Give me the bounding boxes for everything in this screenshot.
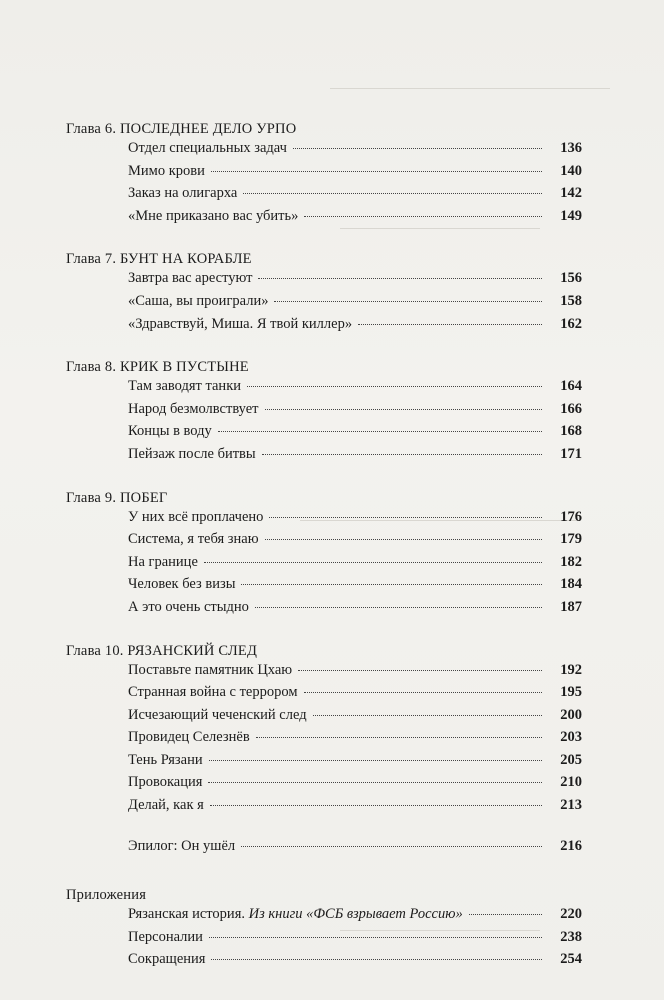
toc-entry — [128, 316, 582, 339]
entry-label: Концы в воду — [128, 423, 212, 440]
leader-dots — [298, 670, 542, 671]
entry-page-number: 192 — [560, 661, 582, 678]
toc-entry — [128, 423, 582, 446]
entry-page-number: 195 — [560, 684, 582, 701]
entry-page-number: 213 — [560, 797, 582, 814]
entry-label: Там заводят танки — [128, 378, 241, 395]
chapter-block — [66, 356, 582, 468]
chapter-block — [66, 248, 582, 338]
chapter-entries — [66, 140, 582, 230]
toc-entry — [128, 446, 582, 469]
leader-dots — [211, 959, 542, 960]
entry-page-number: 164 — [560, 378, 582, 395]
entry-page-number: 182 — [560, 553, 582, 570]
entry-label: Заказ на олигарха — [128, 185, 238, 202]
chapter-block — [66, 487, 582, 622]
entry-label: Поставьте памятник Цхаю — [128, 661, 293, 678]
toc-entry — [128, 554, 582, 577]
leader-dots — [204, 562, 542, 563]
leader-dots — [255, 607, 542, 608]
entry-page-number: 156 — [560, 270, 582, 287]
toc-entry — [128, 906, 582, 929]
leader-dots — [313, 715, 542, 716]
appendix-title: Приложения — [66, 887, 147, 904]
entry-label: Делай, как я — [128, 797, 204, 814]
entry-page-number: 166 — [560, 400, 582, 417]
epilog-entry — [66, 838, 582, 861]
toc-entry — [128, 576, 582, 599]
appendix-section — [66, 884, 582, 974]
entry-page-number: 171 — [560, 445, 582, 462]
entry-page-number: 187 — [560, 598, 582, 615]
leader-dots — [210, 805, 542, 806]
toc-entry — [128, 729, 582, 752]
leader-dots — [209, 760, 542, 761]
entry-page-number: 162 — [560, 315, 582, 332]
leader-dots — [241, 584, 542, 585]
toc-entry — [128, 774, 582, 797]
chapter-entries — [66, 509, 582, 622]
chapter-title: Глава 8. КРИК В ПУСТЫНЕ — [66, 359, 249, 376]
entry-label — [128, 906, 463, 923]
toc-entry — [128, 378, 582, 401]
chapter-block — [66, 118, 582, 230]
chapter-title: Глава 7. БУНТ НА КОРАБЛЕ — [66, 251, 252, 268]
leader-dots — [211, 171, 542, 172]
toc-entry — [128, 185, 582, 208]
entry-page-number: 179 — [560, 531, 582, 548]
appendix-entries — [66, 906, 582, 974]
toc-entry — [128, 684, 582, 707]
entry-page-number: 184 — [560, 576, 582, 593]
leader-dots — [358, 324, 542, 325]
chapter-list — [66, 118, 582, 820]
toc-entry — [128, 707, 582, 730]
toc-entry — [128, 929, 582, 952]
entry-page-number: 216 — [560, 837, 582, 854]
entry-label-plain: Рязанская история. — [128, 906, 249, 923]
leader-dots — [304, 692, 543, 693]
toc-entry — [128, 599, 582, 622]
toc-entry — [128, 140, 582, 163]
toc-entry — [128, 752, 582, 775]
chapter-entries — [66, 270, 582, 338]
entry-page-number: 203 — [560, 729, 582, 746]
leader-dots — [243, 193, 542, 194]
leader-dots — [218, 431, 542, 432]
entry-label: «Здравствуй, Миша. Я твой киллер» — [128, 315, 353, 332]
leader-dots — [241, 846, 542, 847]
entry-label: У них всё проплачено — [128, 508, 264, 525]
entry-label: Провидец Селезнёв — [128, 729, 250, 746]
toc-entry — [128, 662, 582, 685]
entry-page-number: 176 — [560, 508, 582, 525]
leader-dots — [247, 386, 542, 387]
entry-page-number: 168 — [560, 423, 582, 440]
leader-dots — [258, 278, 542, 279]
chapter-title: Глава 9. ПОБЕГ — [66, 489, 168, 506]
entry-label: Завтра вас арестуют — [128, 270, 253, 287]
entry-label: Эпилог: Он ушёл — [128, 837, 236, 854]
entry-label: Народ безмолвствует — [128, 400, 259, 417]
toc-entry — [128, 797, 582, 820]
leader-dots — [256, 737, 542, 738]
entry-page-number: 200 — [560, 706, 582, 723]
leader-dots — [265, 409, 543, 410]
leader-dots — [265, 539, 542, 540]
toc-entry — [128, 163, 582, 186]
leader-dots — [469, 914, 542, 915]
toc-entry — [128, 293, 582, 316]
entry-page-number: 140 — [560, 162, 582, 179]
entry-label: Провокация — [128, 774, 203, 791]
entry-label — [128, 951, 205, 968]
entry-page-number: 220 — [560, 906, 582, 923]
table-of-contents — [66, 118, 582, 992]
chapter-title: Глава 6. ПОСЛЕДНЕЕ ДЕЛО УРПО — [66, 121, 297, 137]
entry-page-number: 142 — [560, 185, 582, 202]
entry-label-italic: Из книги «ФСБ взрывает Россию» — [248, 906, 463, 923]
leader-dots — [208, 782, 542, 783]
leader-dots — [293, 148, 542, 149]
chapter-title: Глава 10. РЯЗАНСКИЙ СЛЕД — [66, 642, 258, 659]
leader-dots — [269, 517, 542, 518]
entry-page-number: 238 — [560, 928, 582, 945]
entry-label: На границе — [128, 553, 198, 570]
entry-page-number: 210 — [560, 774, 582, 791]
entry-label: Система, я тебя знаю — [128, 531, 259, 548]
chapter-block — [66, 640, 582, 820]
entry-label: «Саша, вы проиграли» — [128, 292, 269, 309]
toc-entry — [128, 951, 582, 974]
entry-label: А это очень стыдно — [128, 598, 249, 615]
leader-dots — [274, 301, 542, 302]
entry-label: Исчезающий чеченский след — [128, 706, 307, 723]
entry-page-number: 149 — [560, 207, 582, 224]
toc-entry — [128, 401, 582, 424]
entry-label: Отдел специальных задач — [128, 140, 287, 156]
chapter-entries — [66, 378, 582, 468]
leader-dots — [304, 216, 542, 217]
toc-entry — [128, 509, 582, 532]
entry-page-number: 254 — [560, 951, 582, 968]
entry-label: «Мне приказано вас убить» — [128, 207, 299, 224]
toc-entry — [128, 208, 582, 231]
leader-dots — [262, 454, 542, 455]
entry-page-number: 158 — [560, 292, 582, 309]
entry-label-plain: Персоналии — [128, 928, 203, 945]
toc-entry — [128, 531, 582, 554]
show-through-line — [330, 88, 610, 89]
toc-entry — [128, 270, 582, 293]
entry-label: Человек без визы — [128, 576, 236, 593]
entry-label: Тень Рязани — [128, 751, 203, 768]
leader-dots — [209, 937, 542, 938]
entry-label — [128, 929, 203, 946]
entry-label: Пейзаж после битвы — [128, 445, 256, 462]
entry-label: Странная война с террором — [128, 684, 298, 701]
entry-label-plain: Сокращения — [128, 951, 206, 968]
entry-label: Мимо крови — [128, 162, 205, 179]
chapter-entries — [66, 662, 582, 820]
entry-page-number: 205 — [560, 751, 582, 768]
entry-page-number: 136 — [560, 140, 582, 156]
